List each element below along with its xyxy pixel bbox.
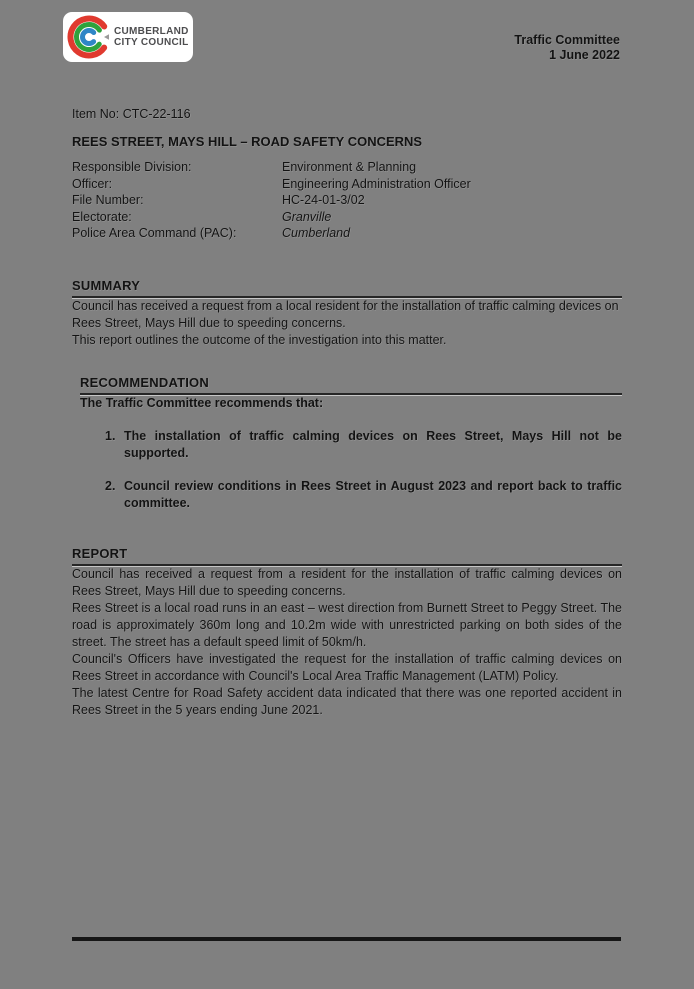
field-label: Officer: xyxy=(72,176,113,191)
recommendation-section xyxy=(80,375,622,512)
list-number: 2. xyxy=(105,478,116,493)
field-value: HC-24-01-3/02 xyxy=(282,193,365,207)
council-c-icon xyxy=(67,15,111,59)
report-paragraph: Council's Officers have investigated the request for the installation of traffic calming devices on Rees Street in accordance with Council's Local Area Traffic Management (LATM) Policy. xyxy=(72,651,622,683)
field-label: File Number: xyxy=(72,193,144,207)
field-label: Electorate: xyxy=(72,209,132,224)
field-label: Responsible Division: xyxy=(72,160,192,174)
field-value: Environment & Planning xyxy=(282,160,417,174)
summary-heading: SUMMARY xyxy=(72,278,622,298)
field-value: Engineering Administration Officer xyxy=(282,176,471,191)
header-meta xyxy=(514,12,620,63)
field-label: Police Area Command (PAC): xyxy=(72,226,237,240)
recommendation-intro: The Traffic Committee recommends that: xyxy=(80,395,324,410)
field-police-area-command xyxy=(72,225,622,242)
field-value: Granville xyxy=(282,209,332,224)
council-logo-text xyxy=(114,26,189,49)
meeting-date: 1 June 2022 xyxy=(549,48,620,62)
field-responsible-division xyxy=(72,159,622,176)
recommendation-item xyxy=(80,478,622,512)
field-file-number xyxy=(72,192,622,209)
meta-fields xyxy=(72,159,622,242)
report-paragraph: Council has received a request from a resident for the installation of traffic calming devices on Rees Street, Mays Hill due to speeding concerns. xyxy=(72,566,622,598)
council-logo xyxy=(63,12,193,62)
field-electorate xyxy=(72,209,622,226)
list-number: 1. xyxy=(105,428,116,443)
item-number: Item No: CTC-22-116 xyxy=(72,107,191,121)
list-text: Council review conditions in Rees Street in August 2023 and report back to traffic committee. xyxy=(124,478,622,510)
report-paragraph: Rees Street is a local road runs in an east – west direction from Burnett Street to Peggy Street. The road is approximately 360m long and 10.2m wide with unrestricted parking on both sides of the street. The street has a default speed limit of 50km/h. xyxy=(72,600,622,649)
page-footer-rule xyxy=(72,937,621,941)
committee-name: Traffic Committee xyxy=(514,33,620,47)
council-logo-line2: CITY COUNCIL xyxy=(114,37,189,48)
field-value: Cumberland xyxy=(282,226,351,240)
summary-paragraph: Council has received a request from a local resident for the installation of traffic calming devices on Rees Street, Mays Hill due to speeding concerns. xyxy=(72,298,619,330)
recommendation-item xyxy=(80,428,622,462)
report-heading: REPORT xyxy=(72,546,622,566)
list-text: The installation of traffic calming devices on Rees Street, Mays Hill not be supported. xyxy=(124,428,622,460)
recommendation-heading: RECOMMENDATION xyxy=(80,375,622,395)
field-officer xyxy=(72,176,622,193)
report-title: REES STREET, MAYS HILL – ROAD SAFETY CONCERNS xyxy=(72,134,423,149)
report-paragraph: The latest Centre for Road Safety accident data indicated that there was one reported accident in Rees Street in the 5 years ending June 2021. xyxy=(72,685,622,717)
document-body xyxy=(0,107,694,719)
summary-paragraph: This report outlines the outcome of the investigation into this matter. xyxy=(72,332,447,347)
page-header xyxy=(0,0,694,63)
council-logo-line1: CUMBERLAND xyxy=(114,25,189,37)
